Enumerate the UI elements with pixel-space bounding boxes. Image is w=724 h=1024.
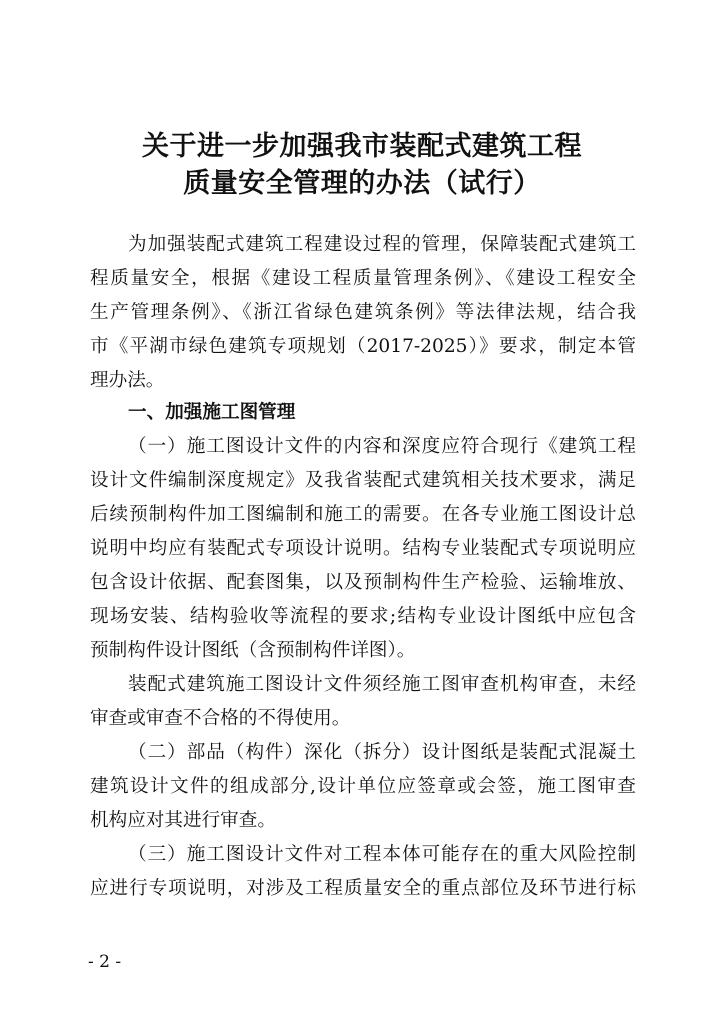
section-heading: 一、加强施工图管理	[128, 402, 296, 423]
body-line: 审查或审查不合格的不得使用。	[90, 708, 351, 729]
body-line: （一）施工图设计文件的内容和深度应符合现行《建筑工程	[128, 436, 636, 457]
document-title-line-2: 质量安全管理的办法（试行）	[183, 168, 541, 199]
body-line: 说明中均应有装配式专项设计说明。结构专业装配式专项说明应	[90, 538, 636, 559]
body-line: 设计文件编制深度规定》及我省装配式建筑相关技术要求，满足	[90, 470, 636, 491]
body-line: 建筑设计文件的组成部分,设计单位应签章或会签，施工图审查	[90, 776, 636, 797]
body-line: （三）施工图设计文件对工程本体可能存在的重大风险控制	[128, 844, 636, 865]
body-line: （二）部品（构件）深化（拆分）设计图纸是装配式混凝土	[128, 742, 636, 763]
body-line: 应进行专项说明，对涉及工程质量安全的重点部位及环节进行标	[90, 878, 636, 899]
body-line: 理办法。	[90, 370, 165, 391]
body-line: 包含设计依据、配套图集，以及预制构件生产检验、运输堆放、	[90, 572, 636, 593]
body-line: 程质量安全，根据《建设工程质量管理条例》、《建设工程安全	[90, 268, 636, 289]
body-line: 生产管理条例》、《浙江省绿色建筑条例》等法律法规，结合我	[90, 302, 636, 323]
body-line: 为加强装配式建筑工程建设过程的管理，保障装配式建筑工	[128, 234, 636, 255]
body-line: 现场安装、结构验收等流程的要求;结构专业设计图纸中应包含	[90, 606, 636, 627]
body-line: 机构应对其进行审查。	[90, 810, 276, 831]
page-number: - 2 -	[88, 952, 122, 972]
body-line: 预制构件设计图纸（含预制构件详图）。	[90, 640, 416, 661]
body-line: 市《平湖市绿色建筑专项规划（2017-2025）》要求，制定本管	[90, 336, 636, 357]
body-line: 后续预制构件加工图编制和施工的需要。在各专业施工图设计总	[90, 504, 636, 525]
document-title-line-1: 关于进一步加强我市装配式建筑工程	[142, 131, 582, 162]
body-line: 装配式建筑施工图设计文件须经施工图审查机构审查，未经	[128, 674, 636, 695]
